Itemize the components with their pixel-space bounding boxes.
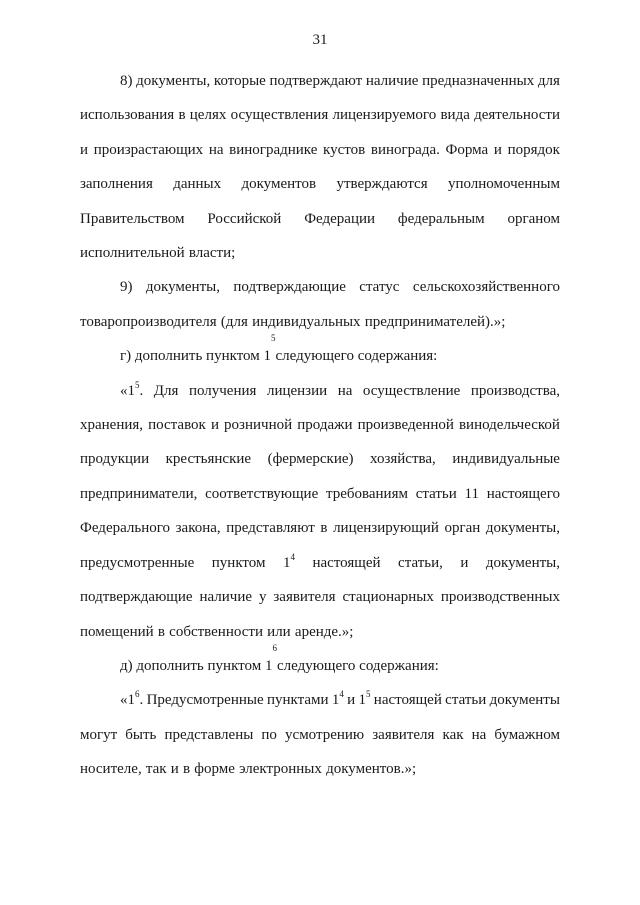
word: Для xyxy=(153,382,179,399)
word: «$1^5$. xyxy=(120,379,144,399)
word: могут xyxy=(80,726,118,743)
paragraph-subitem-d xyxy=(80,642,560,683)
word: хозяйства, xyxy=(370,451,436,468)
word: винограда. xyxy=(370,141,440,158)
word: документы, xyxy=(145,279,220,296)
word: статьи xyxy=(415,485,457,502)
word: статус xyxy=(359,279,400,296)
word: пунктом xyxy=(211,554,266,571)
word: Форма xyxy=(445,141,489,158)
word: электронных xyxy=(239,761,322,778)
word: у xyxy=(258,589,267,606)
word: винодельческой xyxy=(458,417,560,434)
word: и xyxy=(460,554,469,571)
word: производственных xyxy=(440,589,560,606)
word: предназначенных xyxy=(422,73,535,89)
word: предприниматели, xyxy=(80,485,198,502)
word: настоящей xyxy=(312,554,381,571)
word: бумажном xyxy=(494,726,560,743)
word: подтверждающие xyxy=(80,589,193,606)
word: наличие xyxy=(199,589,253,606)
word: подтверждающие xyxy=(233,279,346,296)
word: получения xyxy=(188,382,257,399)
word: предпринимателей).»; xyxy=(364,313,506,330)
word: на xyxy=(471,726,487,743)
text-line xyxy=(80,718,560,752)
text-line xyxy=(80,642,560,683)
word: Федерации xyxy=(304,210,376,227)
word: на xyxy=(208,141,224,158)
word: (фермерские) xyxy=(267,451,354,468)
text-line xyxy=(80,615,560,649)
word: документов.»; xyxy=(326,761,417,778)
superscript: 6 xyxy=(272,642,277,653)
paragraph-point-1-5 xyxy=(80,374,560,649)
word: использования xyxy=(80,107,175,124)
word: $1^4$ xyxy=(282,551,295,571)
word: пунктами xyxy=(266,692,329,709)
word: в xyxy=(320,520,328,537)
page-number: 31 xyxy=(312,32,328,48)
word: и xyxy=(493,141,502,158)
word: орган xyxy=(444,520,481,537)
word: органом xyxy=(507,210,560,227)
word: данных xyxy=(173,176,222,193)
word: Предусмотренные xyxy=(146,692,264,709)
word: деятельности xyxy=(474,107,560,124)
superscript: 5 xyxy=(271,333,276,344)
word: в xyxy=(178,107,186,124)
text-fragment: г) дополнить пунктом 1 xyxy=(120,348,272,365)
text-line xyxy=(80,167,560,201)
word: собственности xyxy=(169,623,263,640)
paragraph-point-1-6 xyxy=(80,683,560,786)
word: настоящего xyxy=(486,485,560,502)
word: розничной xyxy=(224,417,293,434)
document-body xyxy=(80,64,560,787)
word: произведенной xyxy=(357,417,454,434)
text-fragment: д) дополнить пунктом 1 xyxy=(120,657,273,674)
word: исполнительной xyxy=(80,245,185,262)
text-line xyxy=(80,442,560,476)
word: утверждаются xyxy=(336,176,428,193)
text-line xyxy=(80,202,560,236)
word: подтверждают xyxy=(269,73,363,89)
word: закона, xyxy=(175,520,221,537)
word: документы xyxy=(489,692,560,709)
text-line xyxy=(80,98,560,132)
word: соответствующие xyxy=(205,485,319,502)
word: крестьянские xyxy=(165,451,252,468)
word: федеральным xyxy=(397,210,485,227)
word: индивидуальные xyxy=(452,451,560,468)
word: целях xyxy=(189,107,227,124)
word: документов xyxy=(241,176,317,193)
word: кустов xyxy=(323,141,366,158)
word: аренде.»; xyxy=(294,623,354,640)
text-line xyxy=(80,752,560,786)
text-line xyxy=(80,133,560,167)
word: осуществление xyxy=(362,382,461,399)
word: стационарных xyxy=(342,589,434,606)
word: по xyxy=(261,726,277,743)
word: осуществления xyxy=(230,107,329,124)
word: уполномоченным xyxy=(447,176,560,193)
word: власти; xyxy=(188,245,236,262)
word: произрастающих xyxy=(93,141,204,158)
word: статьи, xyxy=(398,554,443,571)
word: Правительством xyxy=(80,210,185,227)
paragraph-item-9 xyxy=(80,270,560,339)
text-line xyxy=(80,546,560,580)
word: $1^4$ xyxy=(331,689,344,709)
text-line xyxy=(80,374,560,408)
word: или xyxy=(267,623,291,640)
word: 9) xyxy=(120,279,133,296)
word: статьи xyxy=(445,692,487,709)
word: лицензии xyxy=(266,382,328,399)
word: продукции xyxy=(80,451,150,468)
text-line xyxy=(80,580,560,614)
word: порядок xyxy=(507,141,560,158)
word: носителе, xyxy=(80,761,142,778)
word: документы, xyxy=(485,520,560,537)
word: товаропроизводителя xyxy=(80,313,217,330)
word: 8) xyxy=(120,73,133,89)
text-line xyxy=(80,408,560,442)
text-line xyxy=(80,270,560,304)
word: для xyxy=(537,73,560,89)
word: и xyxy=(80,141,89,158)
word: Российской xyxy=(207,210,282,227)
word: 11 xyxy=(464,485,479,502)
word: так xyxy=(145,761,167,778)
word: представлены xyxy=(164,726,254,743)
word: поставок xyxy=(148,417,206,434)
text-fragment: следующего содержания: xyxy=(276,657,439,674)
word: которые xyxy=(213,73,266,89)
word: производства, xyxy=(470,382,560,399)
word: лицензируемого xyxy=(332,107,437,124)
text-line xyxy=(80,477,560,511)
text-line xyxy=(80,64,560,98)
word: заявителя xyxy=(372,726,435,743)
word: сельскохозяйственного xyxy=(412,279,560,296)
word: требованиям xyxy=(325,485,408,502)
word: «$1^6$. xyxy=(120,689,144,709)
word: лицензирующий xyxy=(333,520,439,537)
word: усмотрению xyxy=(285,726,365,743)
paragraph-item-8 xyxy=(80,64,560,270)
word: Федерального xyxy=(80,520,171,537)
paragraph-subitem-g xyxy=(80,333,560,373)
word: хранения, xyxy=(80,417,144,434)
word: в xyxy=(157,623,165,640)
word: $1^5$ xyxy=(358,689,371,709)
word: винограднике xyxy=(229,141,318,158)
word: в xyxy=(182,761,191,778)
word: как xyxy=(442,726,464,743)
word: настоящей xyxy=(373,692,442,709)
text-fragment: следующего содержания: xyxy=(275,348,438,365)
word: (для xyxy=(220,313,248,330)
word: индивидуальных xyxy=(252,313,361,330)
word: предусмотренные xyxy=(80,554,195,571)
word: заявителя xyxy=(273,589,336,606)
text-line xyxy=(80,333,560,373)
word: и xyxy=(170,761,179,778)
word: наличие xyxy=(365,73,419,89)
word: помещений xyxy=(80,623,154,640)
text-line xyxy=(80,305,560,339)
word: и xyxy=(347,692,356,709)
text-line xyxy=(80,236,560,270)
word: документы, xyxy=(485,554,560,571)
word: вида xyxy=(440,107,470,124)
word: документы, xyxy=(136,73,211,89)
text-line xyxy=(80,683,560,717)
word: заполнения xyxy=(80,176,153,193)
text-line xyxy=(80,511,560,545)
word: на xyxy=(337,382,353,399)
word: форме xyxy=(194,761,235,778)
word: быть xyxy=(125,726,157,743)
word: продажи xyxy=(297,417,353,434)
word: и xyxy=(210,417,219,434)
word: представляют xyxy=(226,520,315,537)
